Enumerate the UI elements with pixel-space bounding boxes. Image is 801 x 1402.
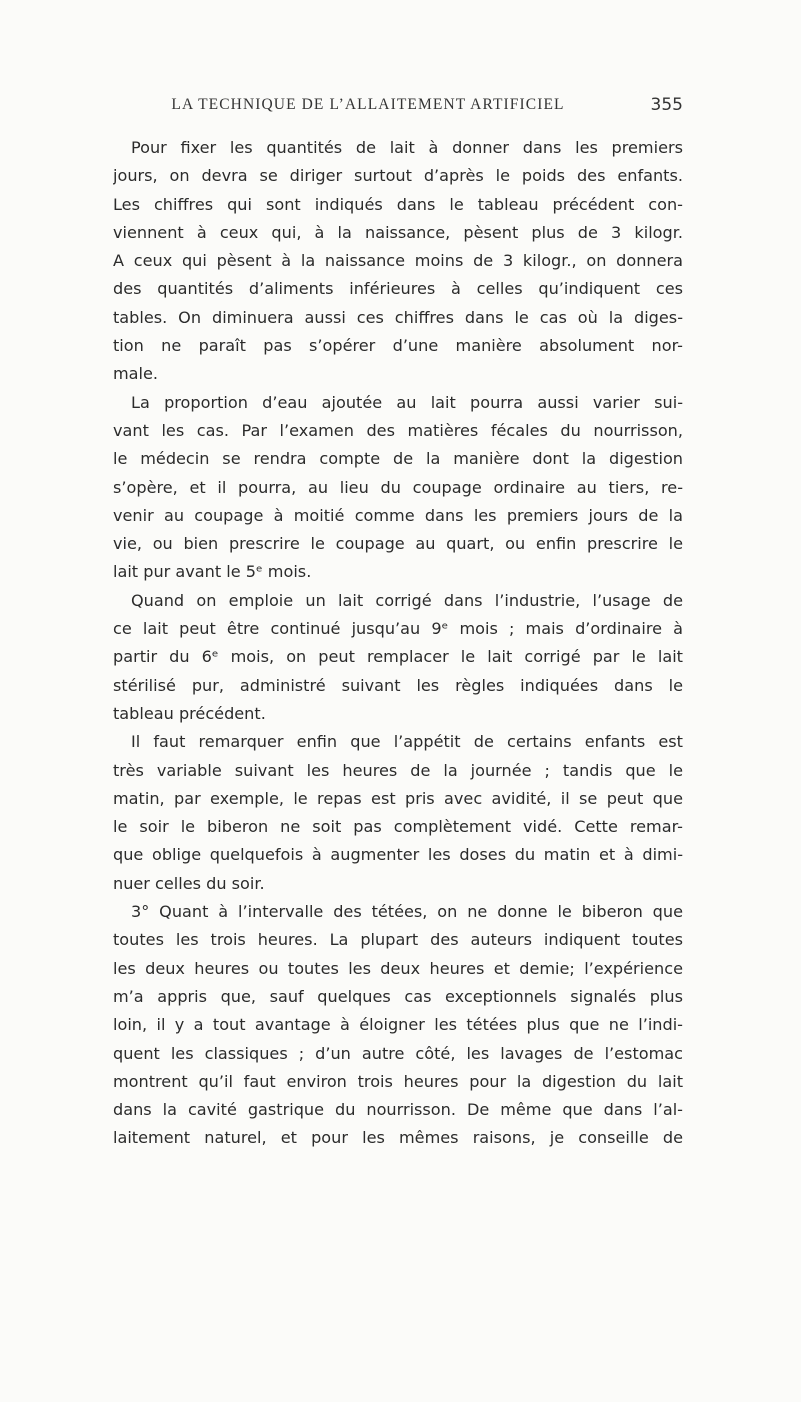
text-line: m’a appris que, sauf quelques cas exceptionnels signalés plus xyxy=(113,986,683,1006)
text-line: male. xyxy=(113,364,159,384)
body-text xyxy=(113,134,683,1153)
text-line: ce lait peut être continué jusqu’au 9ᵉ mois ; mais d’ordinaire à xyxy=(113,619,683,639)
text-line: que oblige quelquefois à augmenter les doses du matin et à dimi- xyxy=(113,845,683,865)
text-line: jours, on devra se diriger surtout d’après le poids des enfants. xyxy=(113,166,683,186)
text-line: très variable suivant les heures de la journée ; tandis que le xyxy=(113,760,683,780)
text-line: tion ne paraît pas s’opérer d’une manière absolument nor- xyxy=(113,336,683,356)
text-line: matin, par exemple, le repas est pris avec avidité, il se peut que xyxy=(113,788,683,808)
text-line: les deux heures ou toutes les deux heures et demie; l’expérience xyxy=(113,958,683,978)
text-line: quent les classiques ; d’un autre côté, les lavages de l’estomac xyxy=(113,1043,683,1063)
text-line: loin, il y a tout avantage à éloigner les tétées plus que ne l’indi- xyxy=(113,1015,683,1035)
text-line: laitement naturel, et pour les mêmes raisons, je conseille de xyxy=(113,1128,683,1148)
text-line: tableau précédent. xyxy=(113,703,266,723)
text-line: vant les cas. Par l’examen des matières fécales du nourrisson, xyxy=(113,420,683,440)
text-line: tables. On diminuera aussi ces chiffres dans le cas où la diges- xyxy=(113,307,683,327)
text-line: montrent qu’il faut environ trois heures pour la digestion du lait xyxy=(113,1071,683,1091)
text-line: 3° Quant à l’intervalle des tétées, on ne donne le biberon que xyxy=(131,902,683,922)
text-line: nuer celles du soir. xyxy=(113,873,265,893)
text-line: viennent à ceux qui, à la naissance, pèsent plus de 3 kilogr. xyxy=(113,222,683,242)
text-line: dans la cavité gastrique du nourrisson. De même que dans l’al- xyxy=(113,1100,683,1120)
text-line: venir au coupage à moitié comme dans les premiers jours de la xyxy=(113,505,683,525)
text-line: A ceux qui pèsent à la naissance moins de 3 kilogr., on donnera xyxy=(113,251,683,271)
page-number: 355 xyxy=(650,95,683,115)
text-line: le soir le biberon ne soit pas complètement vidé. Cette remar- xyxy=(113,817,683,837)
text-line: Pour fixer les quantités de lait à donner dans les premiers xyxy=(131,138,683,157)
text-line: des quantités d’aliments inférieures à celles qu’indiquent ces xyxy=(113,279,683,299)
text-line: toutes les trois heures. La plupart des auteurs indiquent toutes xyxy=(113,930,683,950)
text-line: le médecin se rendra compte de la manière dont la digestion xyxy=(113,449,683,469)
text-line: s’opère, et il pourra, au lieu du coupage ordinaire au tiers, re- xyxy=(113,477,683,497)
text-line: Quand on emploie un lait corrigé dans l’industrie, l’usage de xyxy=(131,590,683,610)
text-line: partir du 6ᵉ mois, on peut remplacer le lait corrigé par le lait xyxy=(113,647,683,667)
text-line: Les chiffres qui sont indiqués dans le tableau précédent con- xyxy=(113,194,683,214)
text-line: La proportion d’eau ajoutée au lait pourra aussi varier sui- xyxy=(131,392,683,412)
running-title: LA TECHNIQUE DE L’ALLAITEMENT ARTIFICIEL xyxy=(171,96,565,113)
text-line: stérilisé pur, administré suivant les règles indiquées dans le xyxy=(113,675,683,695)
text-line: lait pur avant le 5ᵉ mois. xyxy=(113,562,312,582)
text-line: Il faut remarquer enfin que l’appétit de certains enfants est xyxy=(131,732,683,752)
text-line: vie, ou bien prescrire le coupage au quart, ou enfin prescrire le xyxy=(113,534,683,554)
running-head xyxy=(108,93,683,117)
